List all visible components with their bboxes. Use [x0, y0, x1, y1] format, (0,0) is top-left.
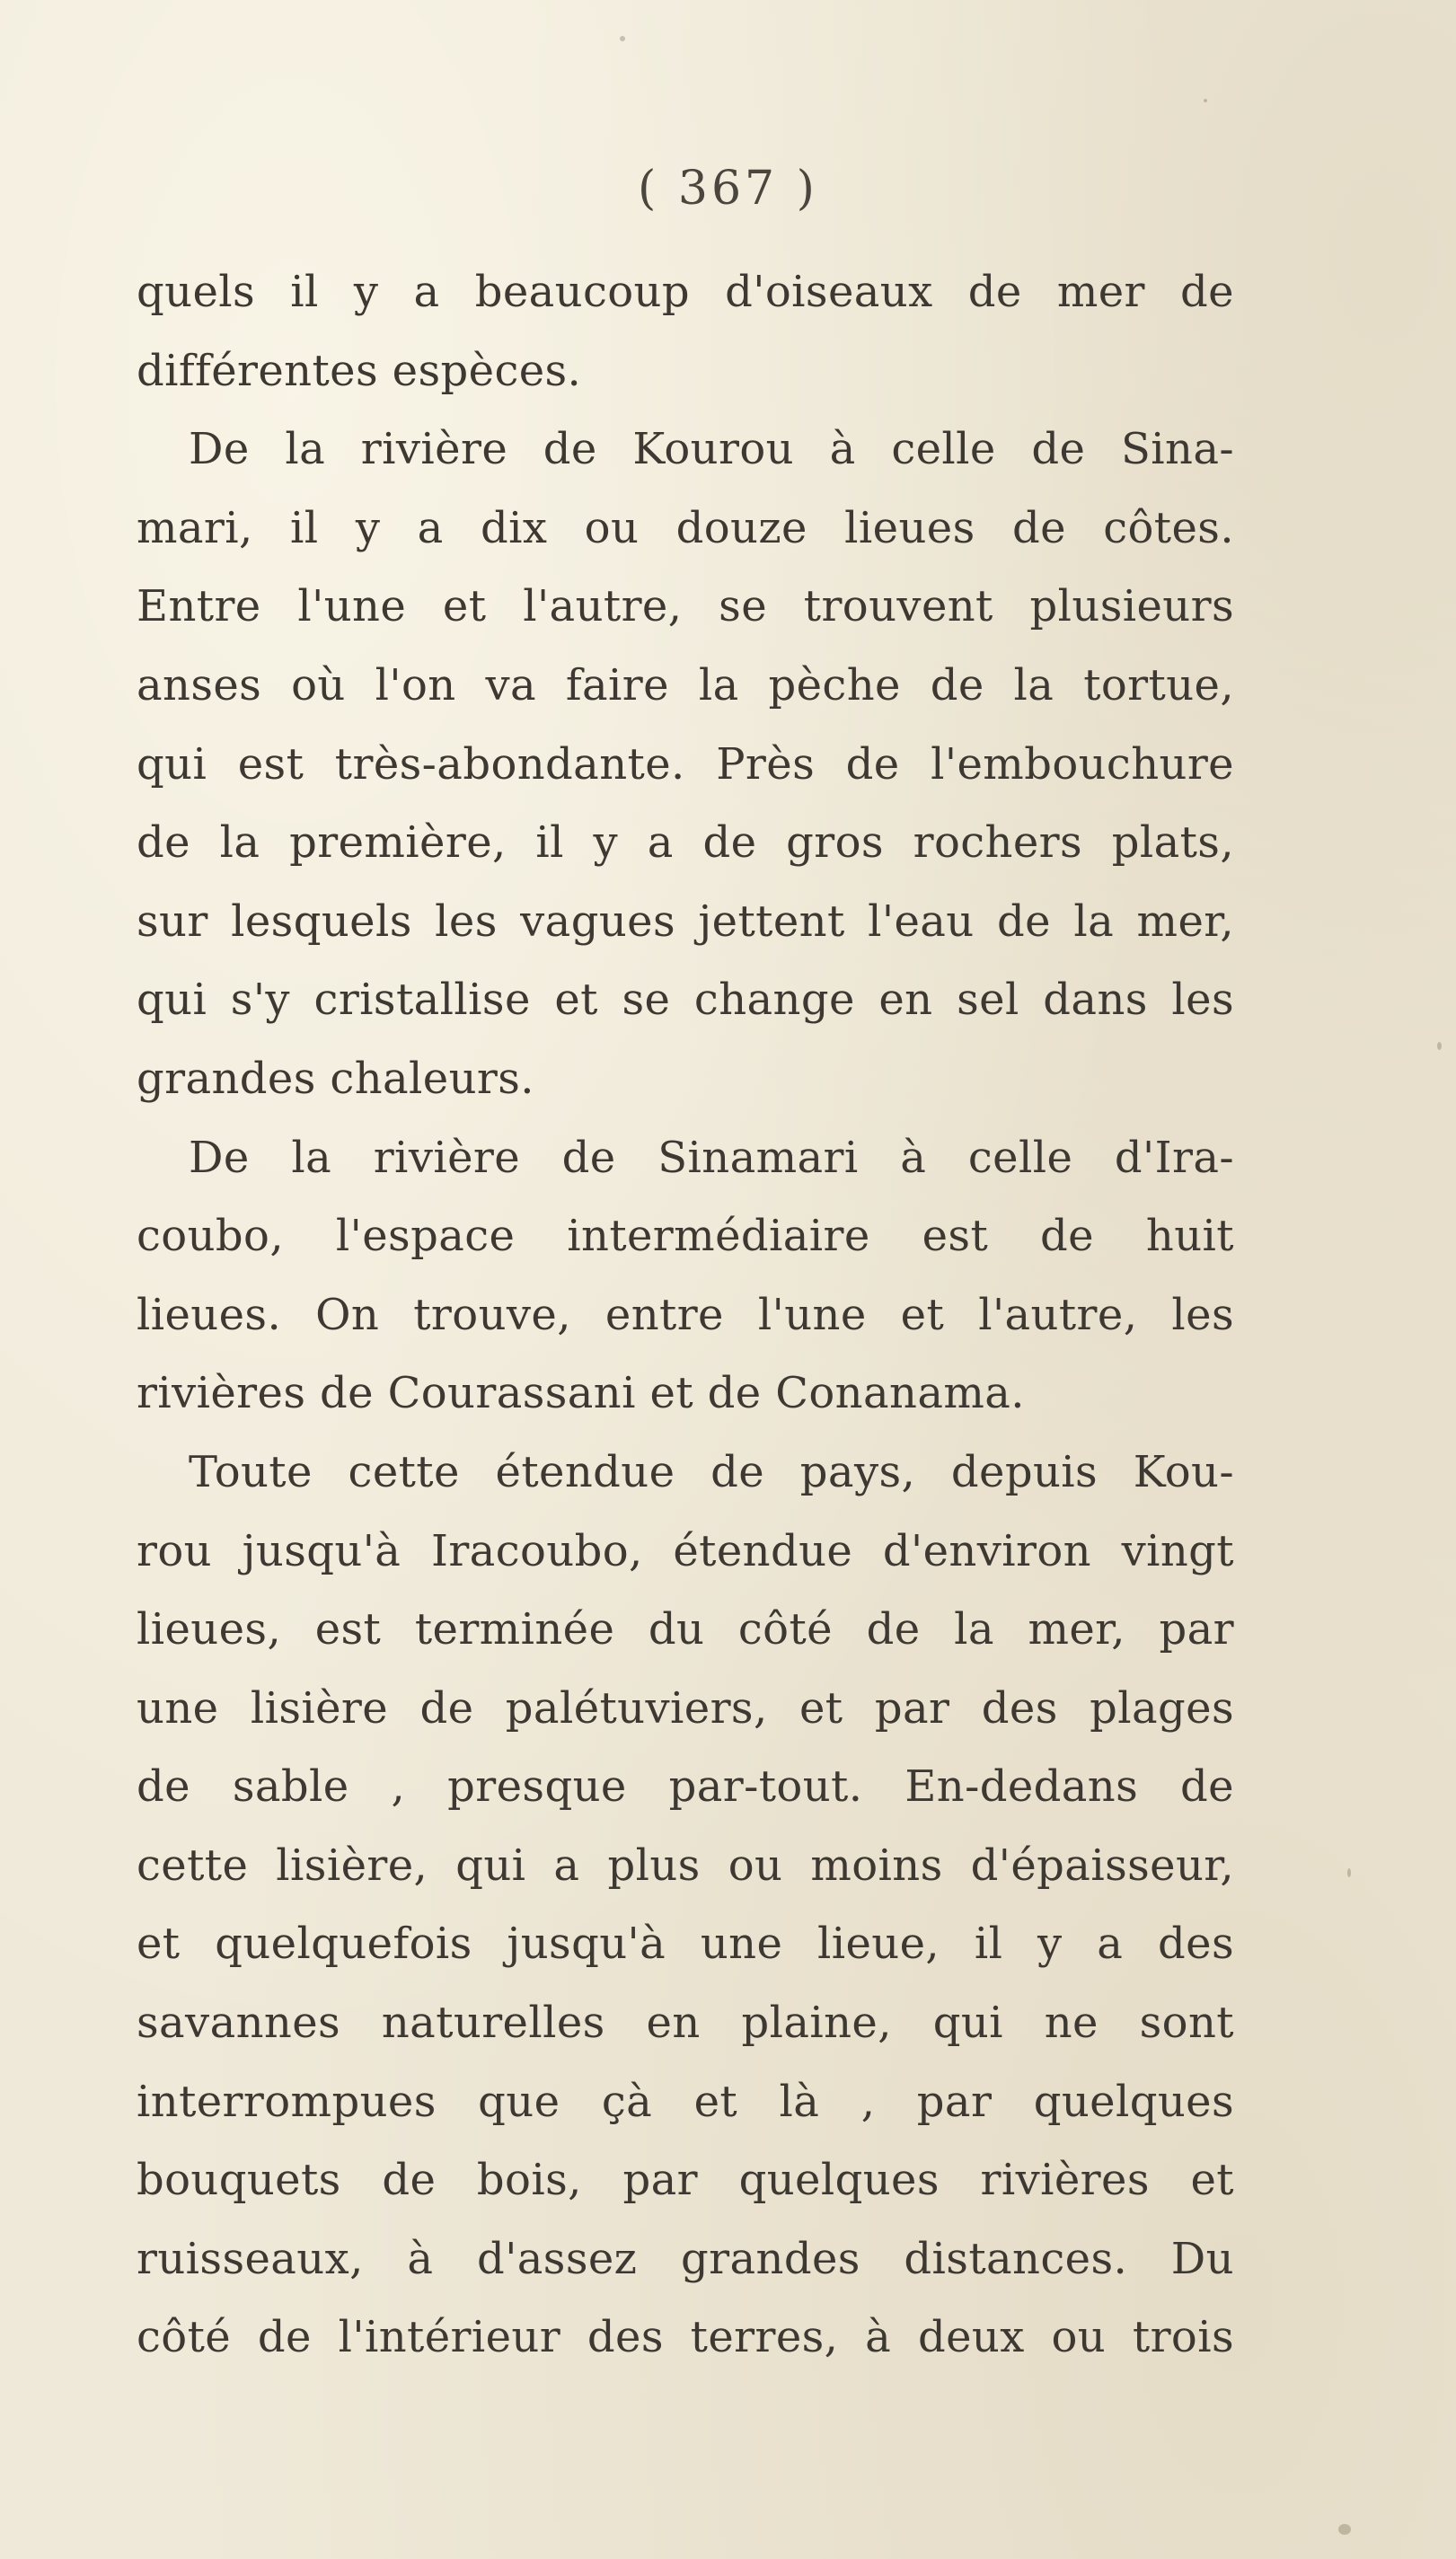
text-line: Toute cette étendue de pays, depuis Kou-: [189, 1446, 1234, 1497]
paper-speck: [620, 36, 625, 41]
text-line: de la première, il y a de gros rochers plats,: [137, 817, 1234, 869]
paper-speck: [1437, 1042, 1442, 1050]
text-line: savannes naturelles en plaine, qui ne sont: [137, 1998, 1234, 2049]
text-line: qui s'y cristallise et se change en sel dans les: [137, 975, 1234, 1026]
text-line: ruisseaux, à d'assez grandes distances. Du: [137, 2233, 1234, 2284]
text-line: de sable , presque par-tout. En-dedans de: [137, 1761, 1234, 1813]
text-line: qui est très-abondante. Près de l'embouchure: [137, 738, 1234, 790]
text-line: De la rivière de Sinamari à celle d'Ira-: [189, 1132, 1234, 1183]
text-line: sur lesquels les vagues jettent l'eau de la mer,: [137, 896, 1234, 947]
text-line: côté de l'intérieur des terres, à deux ou trois: [137, 2312, 1234, 2363]
text-line: quels il y a beaucoup d'oiseaux de mer de: [137, 267, 1234, 317]
text-line: mari, il y a dix ou douze lieues de côtes.: [137, 502, 1234, 553]
text-line: interrompues que çà et là , par quelques: [137, 2076, 1234, 2127]
text-line: rivières de Courassani et de Conanama.: [137, 1368, 1025, 1419]
text-line: lieues. On trouve, entre l'une et l'autre, les: [137, 1289, 1234, 1340]
paper-speck: [1338, 2524, 1351, 2535]
text-line: bouquets de bois, par quelques rivières et: [137, 2155, 1234, 2206]
text-line: De la rivière de Kourou à celle de Sina-: [189, 424, 1234, 475]
text-line: rou jusqu'à Iracoubo, étendue d'environ vingt: [137, 1525, 1234, 1576]
text-line: Entre l'une et l'autre, se trouvent plusieurs: [137, 581, 1234, 632]
text-line: une lisière de palétuviers, et par des plages: [137, 1682, 1234, 1734]
text-line: coubo, l'espace intermédiaire est de huit: [137, 1211, 1234, 1262]
paper-speck: [1347, 1868, 1351, 1877]
text-line: grandes chaleurs.: [137, 1053, 534, 1104]
text-line: cette lisière, qui a plus ou moins d'épaisseur,: [137, 1840, 1234, 1891]
paper-speck: [1204, 99, 1207, 102]
text-line: et quelquefois jusqu'à une lieue, il y a des: [137, 1919, 1234, 1970]
text-line: lieues, est terminée du côté de la mer, par: [137, 1604, 1234, 1655]
body-text: [137, 253, 1234, 2378]
page-number: ( 367 ): [638, 162, 818, 216]
text-line: différentes espèces.: [137, 345, 582, 396]
text-line: anses où l'on va faire la pèche de la tortue,: [137, 659, 1234, 710]
